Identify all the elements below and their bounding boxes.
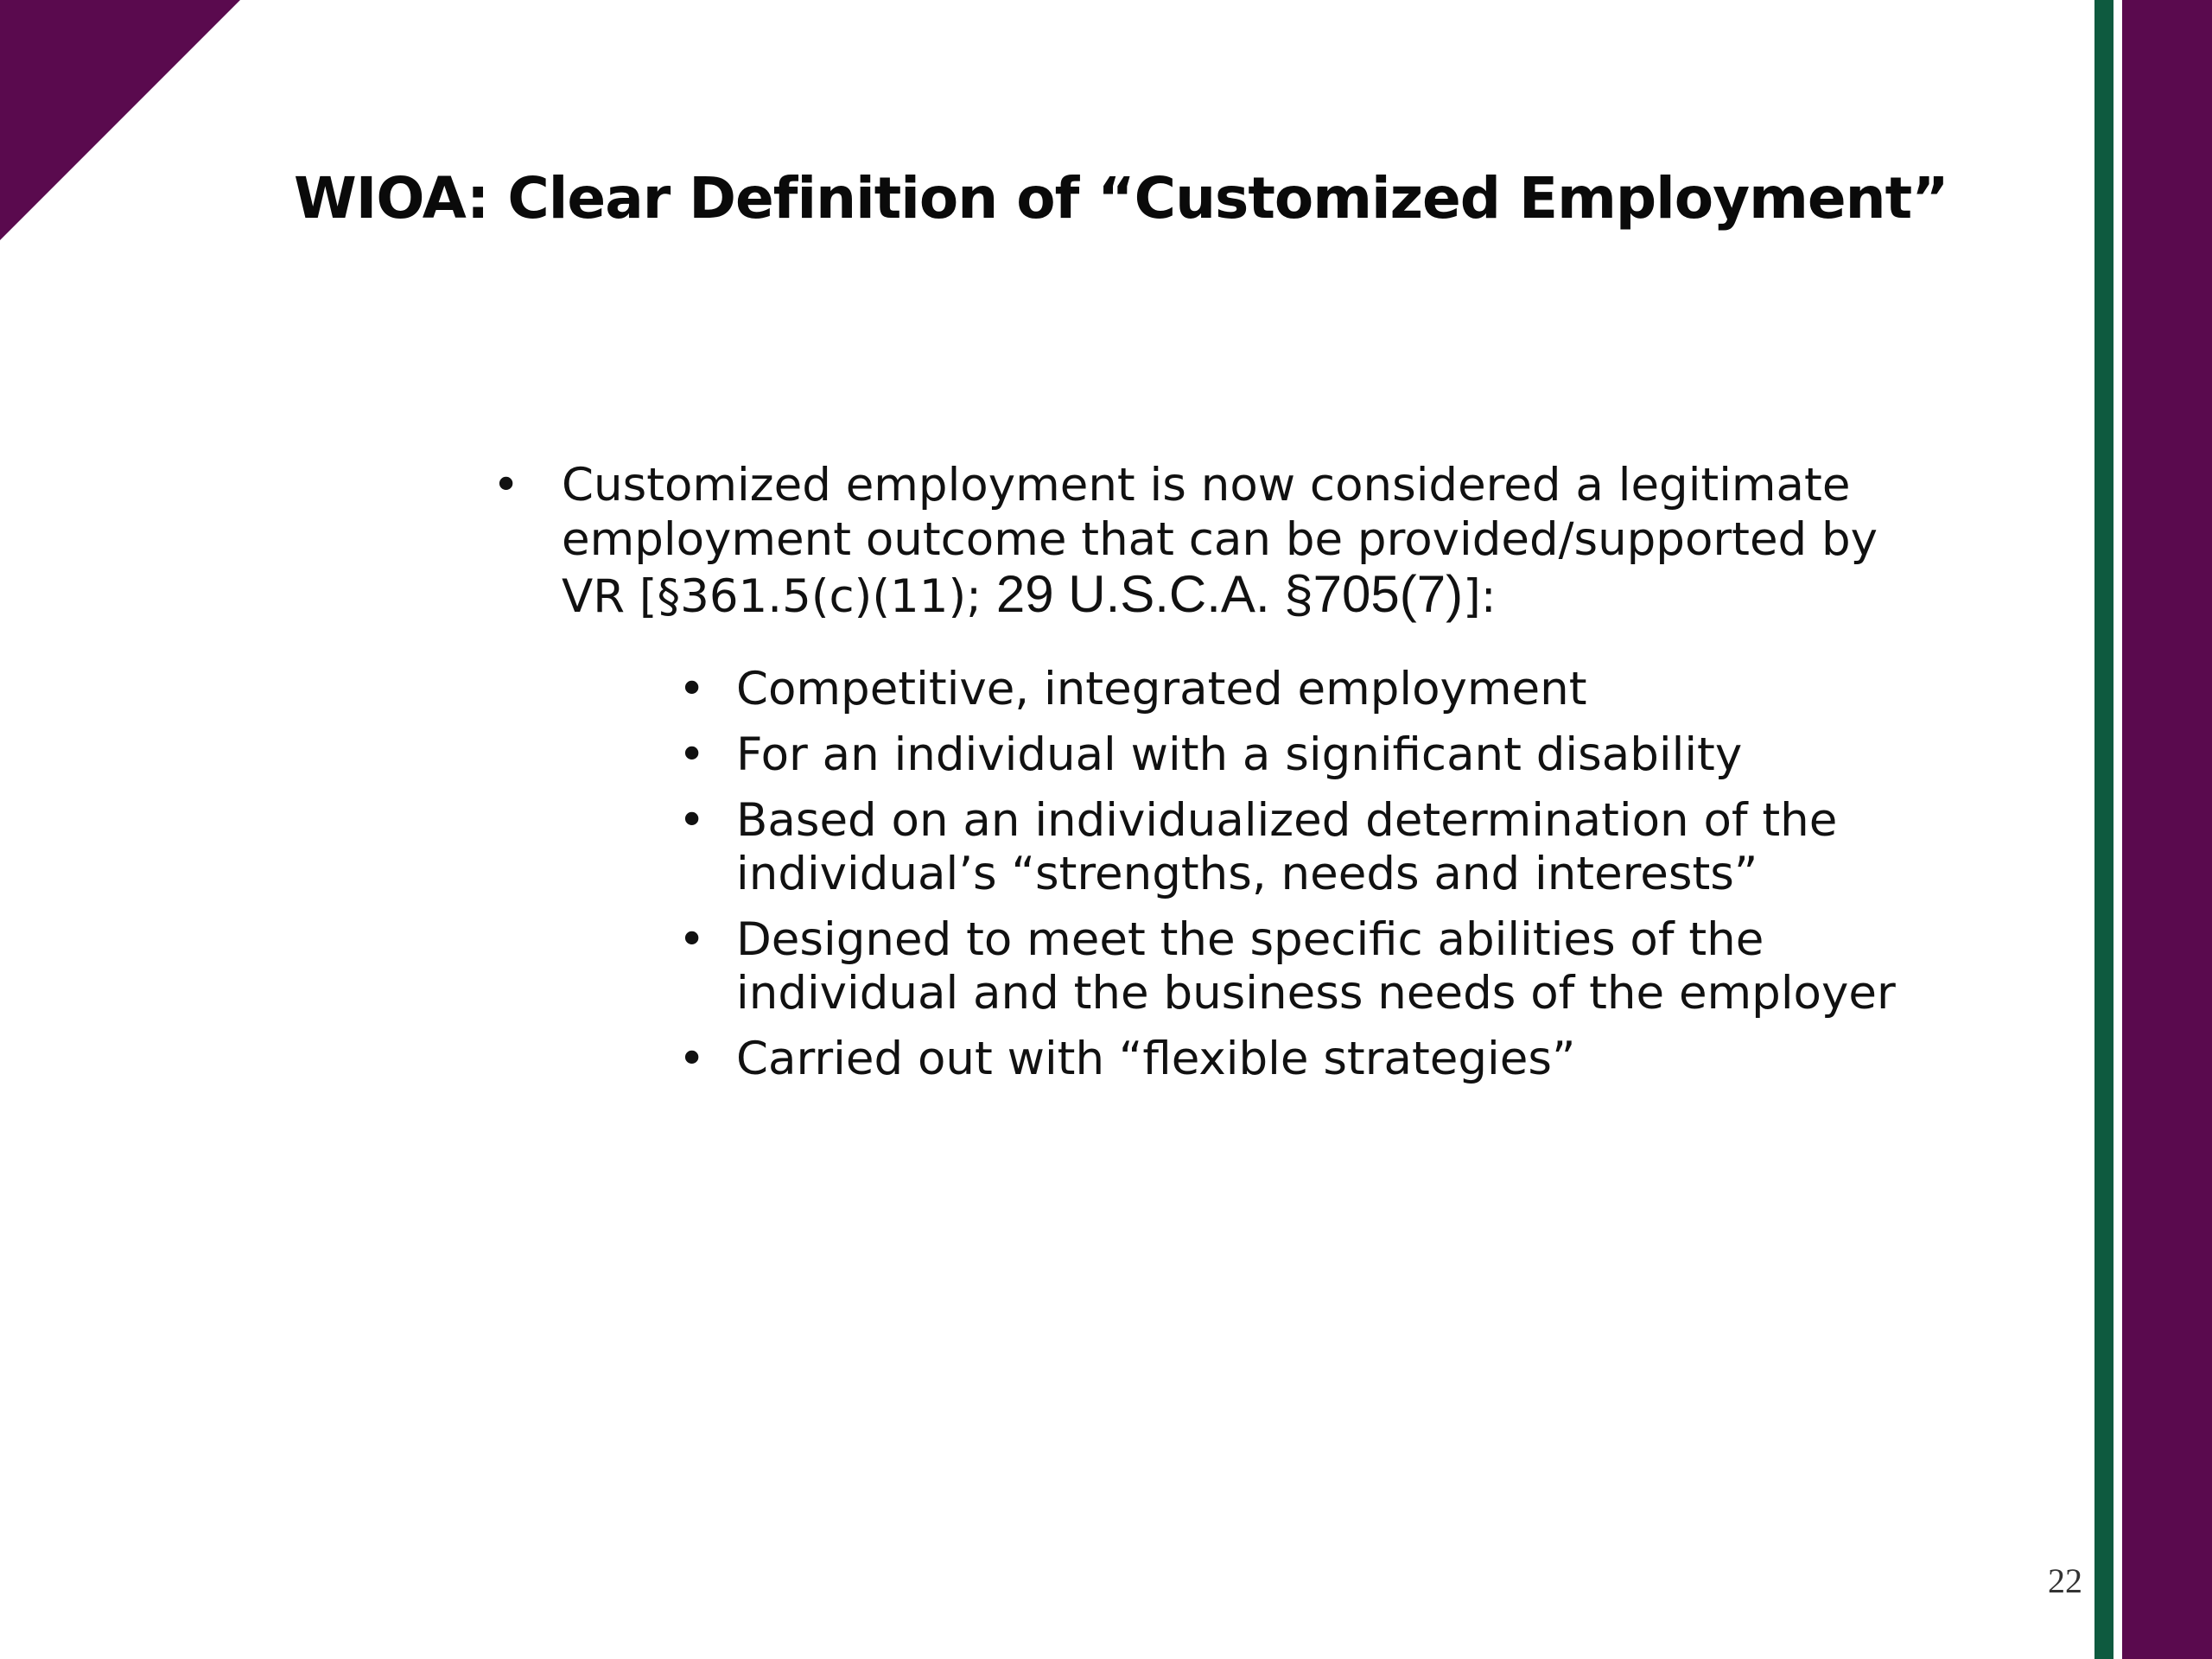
bullet-icon: • xyxy=(678,794,706,847)
main-bullet-list xyxy=(484,458,1901,1098)
sub-bullet-text: Carried out with “flexible strategies” xyxy=(736,1033,1576,1085)
slide-title: WIOA: Clear Definition of “Customized Employment” xyxy=(294,165,1948,232)
sub-bullet-text: Based on an individualized determination of the individual’s “strengths, needs and interests” xyxy=(736,794,1838,900)
right-accent-gap xyxy=(2113,0,2122,1659)
sub-bullet-list xyxy=(562,663,1901,1086)
sub-bullet-item xyxy=(562,794,1901,901)
bullet-icon: • xyxy=(678,663,706,715)
page-number: 22 xyxy=(2048,1561,2082,1600)
main-bullet-suffix: ]: xyxy=(1463,570,1497,623)
main-bullet xyxy=(484,458,1901,1086)
bullet-icon: • xyxy=(678,1033,706,1085)
corner-decoration xyxy=(0,0,240,240)
bullet-icon: • xyxy=(493,459,520,512)
sub-bullet-item xyxy=(562,728,1901,782)
bullet-icon: • xyxy=(678,913,706,966)
sub-bullet-item xyxy=(562,1033,1901,1086)
sub-bullet-item xyxy=(562,663,1901,716)
right-accent-bar-green xyxy=(2094,0,2113,1659)
sub-bullet-item xyxy=(562,913,1901,1020)
main-bullet-text: Customized employment is now considered a legitimate employment outcome that can be provided/supported by VR [§361.5(c)(11); xyxy=(562,459,1878,623)
sub-bullet-text: Designed to meet the specific abilities of the individual and the business needs of the employer xyxy=(736,913,1896,1020)
bullet-icon: • xyxy=(678,728,706,781)
right-accent-bar-purple xyxy=(2122,0,2212,1659)
sub-bullet-text: For an individual with a significant disability xyxy=(736,728,1743,781)
main-bullet-citation: 29 U.S.C.A. §705(7) xyxy=(995,565,1464,623)
sub-bullet-text: Competitive, integrated employment xyxy=(736,663,1587,715)
